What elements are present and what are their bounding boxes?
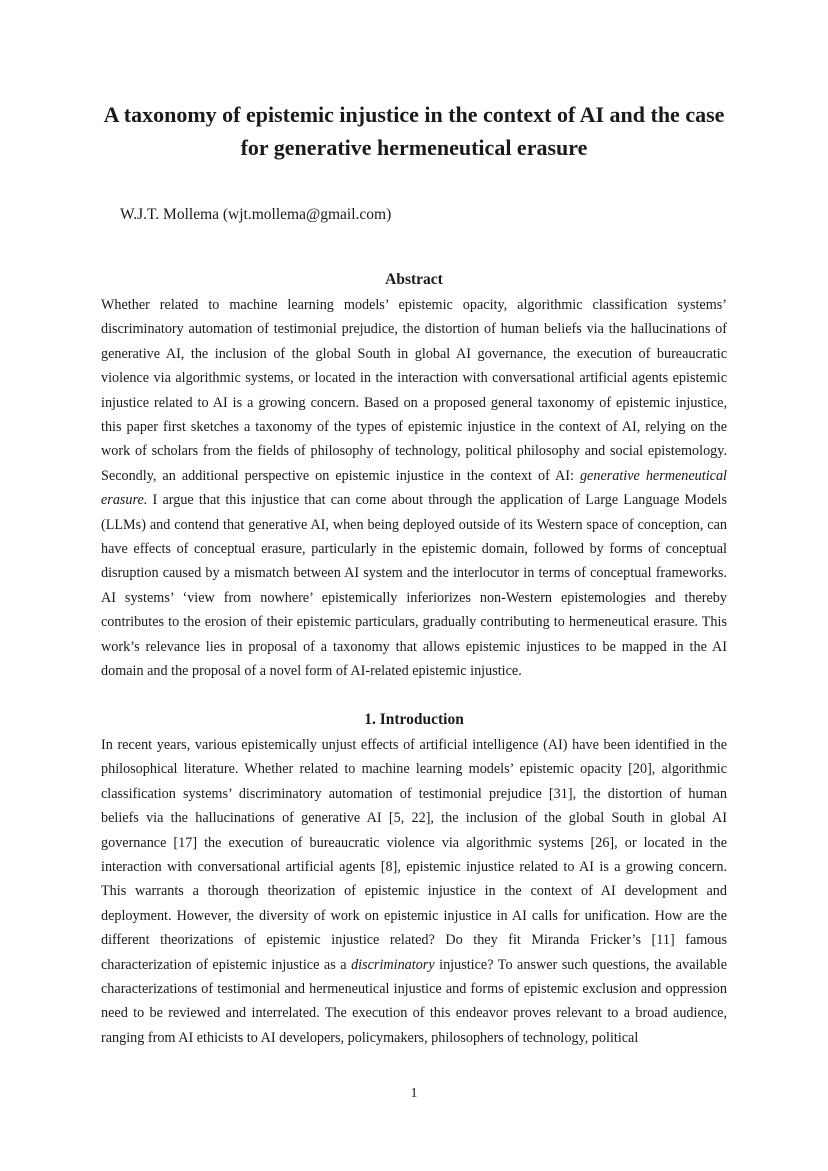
abstract-heading: Abstract [385, 271, 443, 288]
page-number: 1 [410, 1086, 418, 1101]
abstract-emphasis: generative hermeneutical erasure. [101, 467, 727, 509]
introduction-emphasis: discriminatory [351, 956, 435, 973]
introduction-heading: 1. Introduction [364, 711, 464, 728]
abstract-text-part-2: I argue that this injustice that can come about through the application of Large Language Models (LLMs) and contend that generative AI, when being deployed outside of its Western space of conception, can have effects of conceptual erasure, particularly in the epistemic domain, followed by forms of conceptual disruption caused by a mismatch between AI system and the interlocutor in terms of conceptual frameworks. AI systems’ ‘view from nowhere’ epistemically inferiorizes non-Western epistemologies and thereby contributes to the erosion of their epistemic particulars, gradually contributing to hermeneutical erasure. This work’s relevance lies in proposal of a taxonomy that allows epistemic injustices to be mapped in the AI domain and the proposal of a novel form of AI-related epistemic injustice. [101, 492, 727, 680]
paper-title: A taxonomy of epistemic injustice in the context of AI and the case for generative hermeneutical erasure [103, 102, 725, 160]
introduction-text-part-1: In recent years, various epistemically unjust effects of artificial intelligence (AI) have been identified in the philosophical literature. Whether related to machine learning models’ epistemic opacity [20], algorithmic classification systems’ discriminatory automation of testimonial prejudice [31], the distortion of human beliefs via the hallucinations of generative AI [5, 22], the inclusion of the global South in global AI governance [17] the execution of bureaucratic violence via algorithmic systems [26], or located in the interaction with conversational artificial agents [8], epistemic injustice related to AI is a growing concern. This warrants a thorough theorization of epistemic injustice in the context of AI development and deployment. However, the diversity of work on epistemic injustice in AI calls for unification. How are the different theorizations of epistemic injustice related? Do they fit Miranda Fricker’s [11] famous characterization of epistemic injustice as a [101, 737, 727, 973]
author-line: W.J.T. Mollema (wjt.mollema@gmail.com) [120, 206, 392, 223]
introduction-text-part-2: injustice? To answer such questions, the available characterizations of testimonial and hermeneutical injustice and forms of epistemic exclusion and oppression need to be reviewed and interrelated. The execution of this endeavor proves relevant to a broad audience, ranging from AI ethicists to AI developers, policymakers, philosophers of technology, political [101, 956, 728, 1046]
abstract-text-part-1: Whether related to machine learning models’ epistemic opacity, algorithmic classification systems’ discriminatory automation of testimonial prejudice, the distortion of human beliefs via the hallucinations of generative AI, the inclusion of the global South in global AI governance, the execution of bureaucratic violence via algorithmic systems, or located in the interaction with conversational artificial agents epistemic injustice related to AI is a growing concern. Based on a proposed general taxonomy of epistemic injustice, this paper first sketches a taxonomy of the types of epistemic injustice in the context of AI, relying on the work of scholars from the fields of philosophy of technology, political philosophy and social epistemology. Secondly, an additional perspective on epistemic injustice in the context of AI: [101, 297, 727, 484]
abstract-paragraph [101, 293, 727, 684]
introduction-paragraph [101, 733, 727, 1050]
